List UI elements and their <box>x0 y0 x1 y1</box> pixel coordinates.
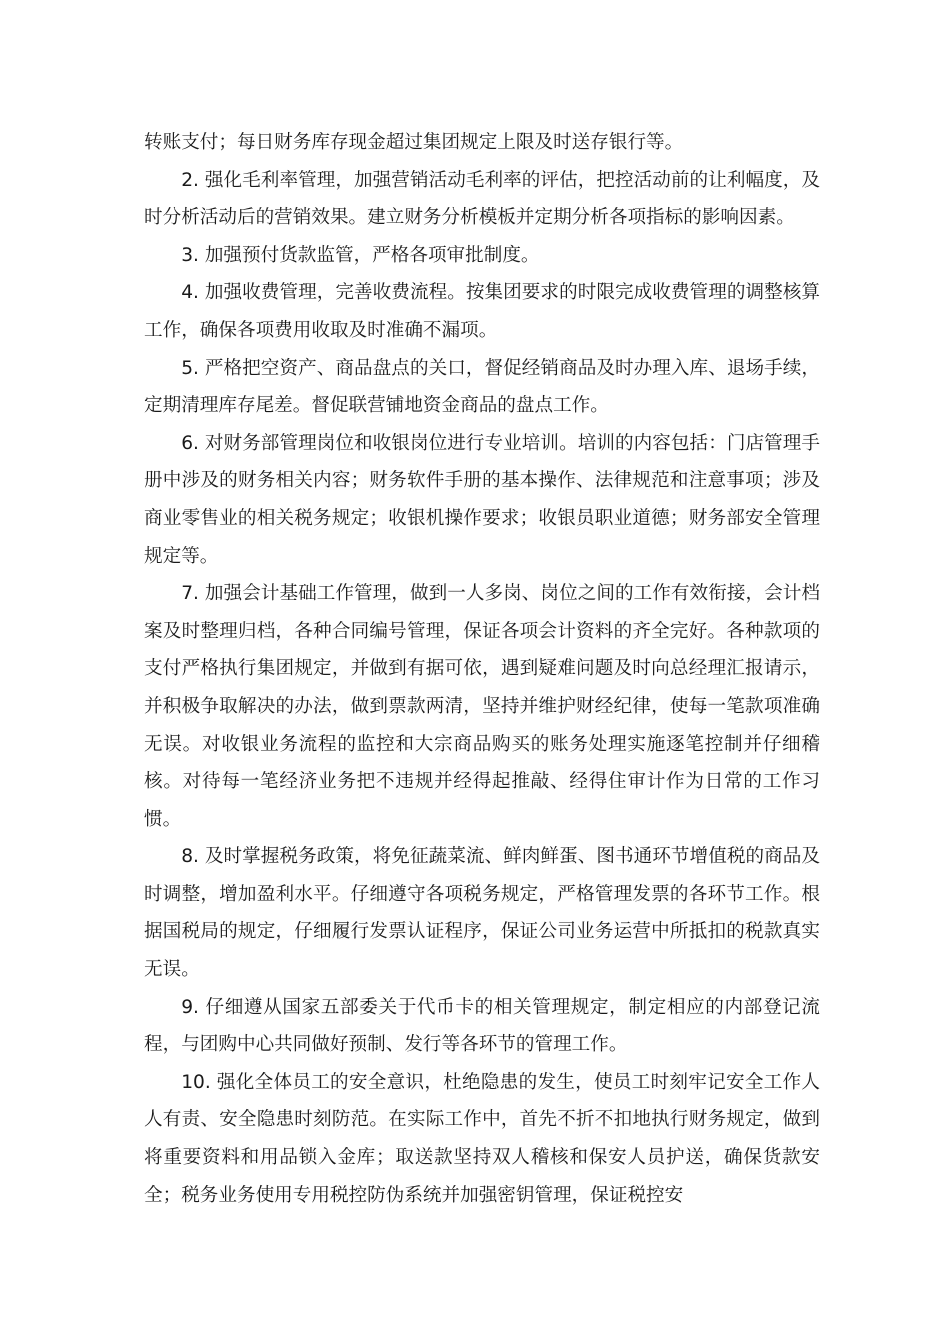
paragraph-item-2: 2. 强化毛利率管理，加强营销活动毛利率的评估，把控活动前的让利幅度，及时分析活动后的营销效果。建立财务分析模板并定期分析各项指标的影响因素。 <box>144 169 820 229</box>
paragraph-item-6: 6. 对财务部管理岗位和收银岗位进行专业培训。培训的内容包括：门店管理手册中涉及的财务相关内容；财务软件手册的基本操作、法律规范和注意事项；涉及商业零售业的相关税务规定；收银机操作要求；收银员职业道德；财务部安全管理规定等。 <box>144 432 820 567</box>
paragraph-item-7: 7. 加强会计基础工作管理，做到一人多岗、岗位之间的工作有效衔接，会计档案及时整理归档，各种合同编号管理，保证各项会计资料的齐全完好。各种款项的支付严格执行集团规定，并做到有据可依，遇到疑难问题及时向总经理汇报请示，并积极争取解决的办法，做到票款两清，坚持并维护财经纪律，使每一笔款项准确无误。对收银业务流程的监控和大宗商品购买的账务处理实施逐笔控制并仔细稽核。对待每一笔经济业务把不违规并经得起推敲、经得住审计作为日常的工作习惯。 <box>144 583 820 830</box>
paragraph-item-3: 3. 加强预付货款监管，严格各项审批制度。 <box>181 244 540 266</box>
paragraph-item-5: 5. 严格把空资产、商品盘点的关口，督促经销商品及时办理入库、退场手续，定期清理库存尾差。督促联营铺地资金商品的盘点工作。 <box>144 357 820 417</box>
document-body <box>144 124 820 1214</box>
paragraph-item-10: 10. 强化全体员工的安全意识，杜绝隐患的发生，使员工时刻牢记安全工作人人有责、安全隐患时刻防范。在实际工作中，首先不折不扣地执行财务规定，做到将重要资料和用品锁入金库；取送款坚持双人稽核和保安人员护送，确保货款安全；税务业务使用专用税控防伪系统并加强密钥管理，保证税控安 <box>144 1071 820 1206</box>
paragraph-continued: 转账支付；每日财务库存现金超过集团规定上限及时送存银行等。 <box>144 132 684 153</box>
paragraph-item-9: 9. 仔细遵从国家五部委关于代币卡的相关管理规定，制定相应的内部登记流程，与团购中心共同做好预制、发行等各环节的管理工作。 <box>144 996 820 1056</box>
paragraph-item-4: 4. 加强收费管理，完善收费流程。按集团要求的时限完成收费管理的调整核算工作，确保各项费用收取及时准确不漏项。 <box>144 282 820 341</box>
paragraph-item-8: 8. 及时掌握税务政策，将免征蔬菜流、鲜肉鲜蛋、图书通环节增值税的商品及时调整，增加盈利水平。仔细遵守各项税务规定，严格管理发票的各环节工作。根据国税局的规定，仔细履行发票认证程序，保证公司业务运营中所抵扣的税款真实无误。 <box>144 846 820 981</box>
